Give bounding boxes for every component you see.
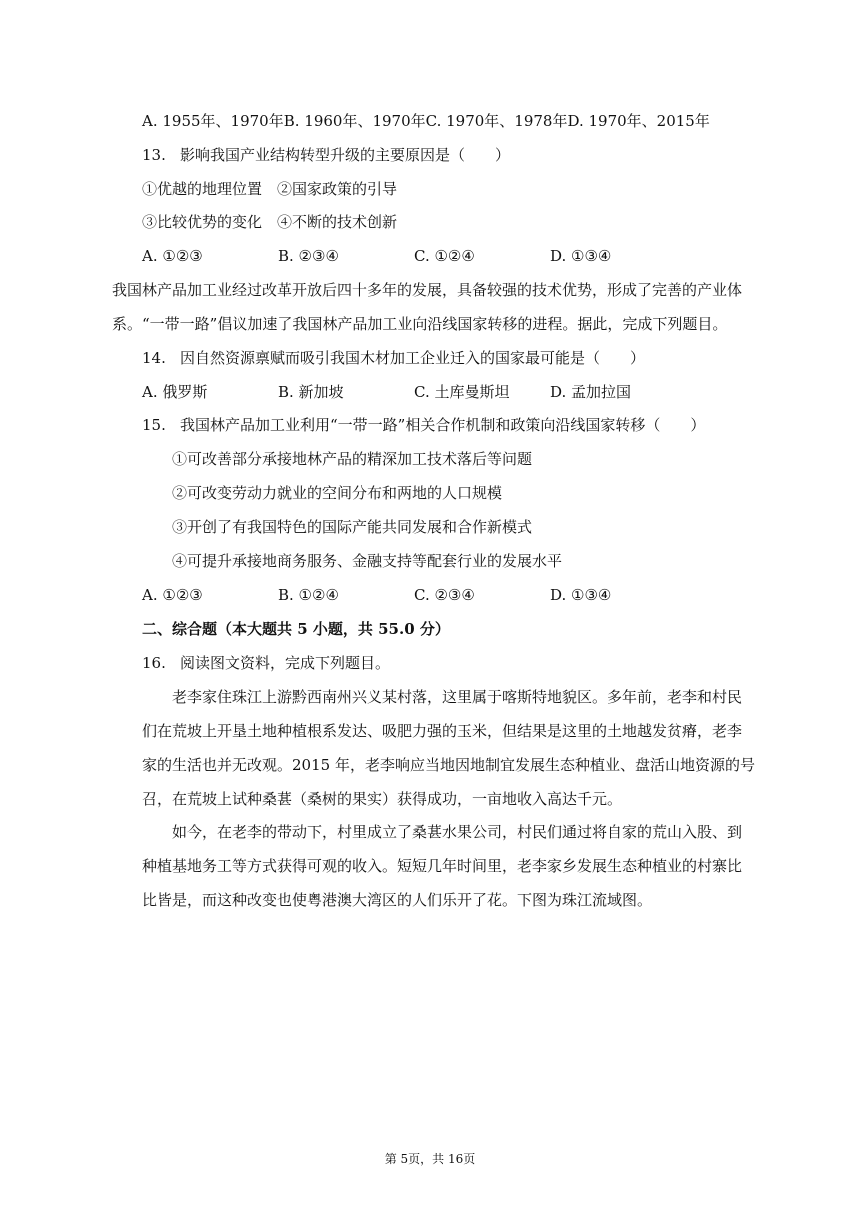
section-heading: 二、综合题（本大题共 5 小题，共 55.0 分） (142, 620, 450, 638)
q16-stem: 阅读图文资料，完成下列题目。 (180, 654, 391, 672)
q16-paragraph-line: 种植基地务工等方式获得可观的收入。短短几年时间里，老李家乡发展生态种植业的村寨比 (142, 857, 743, 875)
q14-option-d: D. 孟加拉国 (550, 383, 632, 401)
q13-item: ①优越的地理位置 ②国家政策的引导 (142, 180, 398, 198)
q16-paragraph-line: 家的生活也并无改观。2015 年，老李响应当地因地制宜发展生态种植业、盘活山地资源的号 (142, 756, 755, 774)
q15-options (142, 585, 782, 605)
q16-paragraph-line: 如今，在老李的带动下，村里成立了桑葚水果公司，村民们通过将自家的荒山入股、到 (172, 823, 743, 841)
q13-stem: 影响我国产业结构转型升级的主要原因是（ ） (180, 146, 511, 164)
q14-option-c: C. 土库曼斯坦 (414, 383, 510, 401)
q15-number: 15. (142, 416, 166, 434)
q15-stem: 我国林产品加工业利用“一带一路”相关合作机制和政策向沿线国家转移（ ） (180, 416, 706, 434)
page-footer: 第 5页，共 16页 (384, 1152, 476, 1166)
q14-option-a: A. 俄罗斯 (142, 383, 208, 401)
q16-number: 16. (142, 654, 166, 672)
q13-option-b: B. ②③④ (278, 247, 339, 265)
q12-options: A. 1955年、1970年B. 1960年、1970年C. 1970年、1978年D. 1970年、2015年 (142, 112, 710, 130)
q13-option-d: D. ①③④ (550, 247, 612, 265)
q13-option-c: C. ①②④ (414, 247, 475, 265)
q15-option-a: A. ①②③ (142, 586, 203, 604)
passage-line: 我国林产品加工业经过改革开放后四十多年的发展，具备较强的技术优势，形成了完善的产业体 (112, 281, 743, 299)
q14-number: 14. (142, 349, 166, 367)
passage-line: 系。“一带一路”倡议加速了我国林产品加工业向沿线国家转移的进程。据此，完成下列题目。 (112, 315, 728, 333)
q15-item: ②可改变劳动力就业的空间分布和两地的人口规模 (172, 484, 503, 502)
q15-option-c: C. ②③④ (414, 586, 475, 604)
q13-option-a: A. ①②③ (142, 247, 203, 265)
q16-paragraph-line: 们在荒坡上开垦土地种植根系发达、吸肥力强的玉米，但结果是这里的土地越发贫瘠，老李 (142, 722, 743, 740)
q14-options (142, 382, 782, 402)
q14-stem: 因自然资源禀赋而吸引我国木材加工企业迁入的国家最可能是（ ） (180, 349, 646, 367)
q16-paragraph-line: 召，在荒坡上试种桑葚（桑树的果实）获得成功，一亩地收入高达千元。 (142, 790, 623, 808)
q16-paragraph-line: 老李家住珠江上游黔西南州兴义某村落，这里属于喀斯特地貌区。多年前，老李和村民 (172, 688, 743, 706)
q15-item: ③开创了有我国特色的国际产能共同发展和合作新模式 (172, 518, 533, 536)
q15-item: ①可改善部分承接地林产品的精深加工技术落后等问题 (172, 450, 533, 468)
q14-option-b: B. 新加坡 (278, 383, 344, 401)
q15-option-d: D. ①③④ (550, 586, 612, 604)
q15-item: ④可提升承接地商务服务、金融支持等配套行业的发展水平 (172, 552, 563, 570)
q16-paragraph-line: 比皆是，而这种改变也使粤港澳大湾区的人们乐开了花。下图为珠江流域图。 (142, 891, 653, 909)
q13-number: 13. (142, 146, 166, 164)
q15-option-b: B. ①②④ (278, 586, 339, 604)
q13-item: ③比较优势的变化 ④不断的技术创新 (142, 213, 398, 231)
q13-options (142, 246, 782, 266)
